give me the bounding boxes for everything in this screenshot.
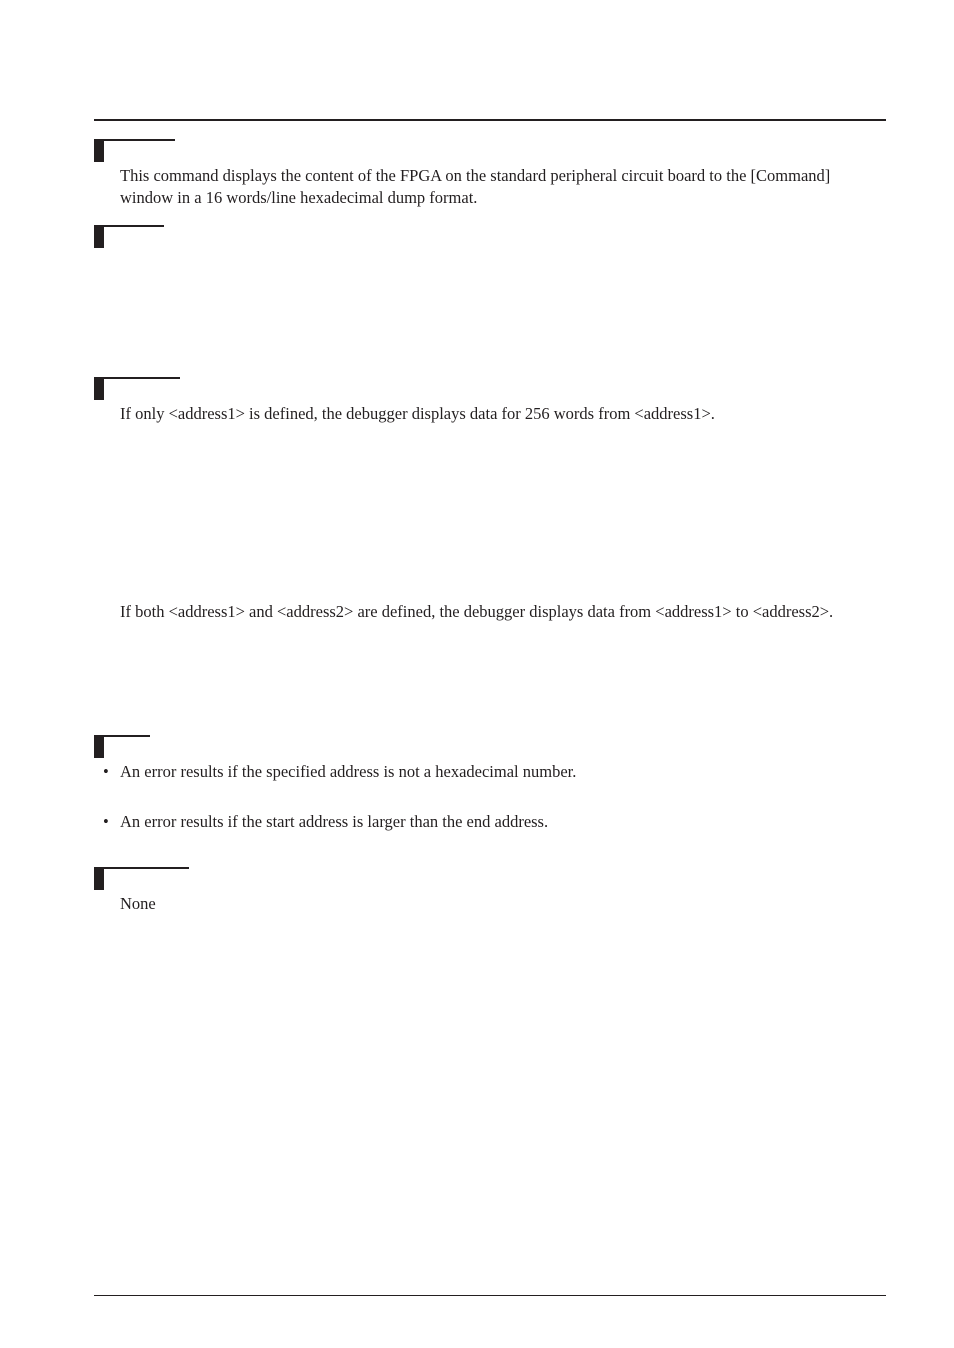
example-paragraph-1: If only <address1> is defined, the debugger displays data for 256 words from <address1>.	[120, 404, 715, 423]
header-rule	[94, 119, 886, 121]
note-text: An error results if the specified address is not a hexadecimal number.	[120, 762, 577, 781]
example-paragraph-2: If both <address1> and <address2> are defined, the debugger displays data from <address1> to <address2>.	[120, 602, 834, 621]
bullet-icon: •	[103, 812, 109, 831]
function-paragraph: This command displays the content of the FPGA on the standard peripheral circuit board to the [Command] window in a 16 words/line hexadecimal dump format.	[120, 166, 831, 207]
bullet-icon: •	[103, 762, 109, 781]
note-text: An error results if the start address is larger than the end address.	[120, 812, 549, 831]
footer-rule	[94, 1295, 886, 1296]
related-paragraph: None	[120, 894, 156, 913]
